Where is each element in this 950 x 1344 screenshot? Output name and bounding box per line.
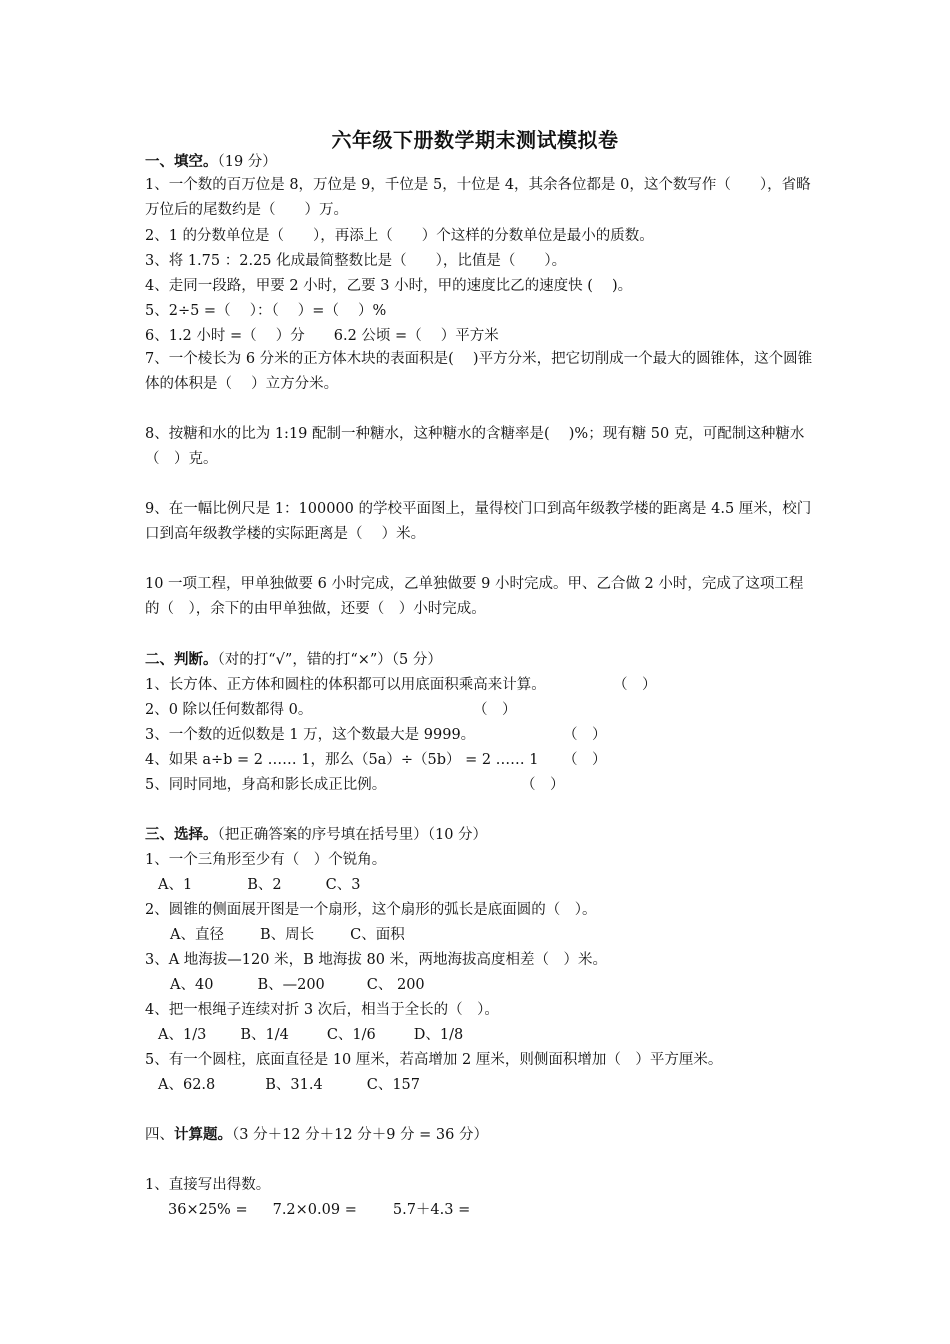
- question-1-1: 1、一个数的百万位是 8，万位是 9，千位是 5，十位是 4，其余各位都是 0，这个数写作（ ），省略万位后的尾数约是（ ）万。: [145, 177, 811, 218]
- option-b: B、1/4: [240, 1027, 289, 1043]
- section-number: 四、: [145, 1127, 174, 1143]
- question-3-2: 2、圆锥的侧面展开图是一个扇形，这个扇形的弧长是底面圆的（ ）。: [145, 902, 597, 918]
- question-2-1: [145, 675, 815, 695]
- option-a: A、1/3: [158, 1027, 207, 1043]
- answer-blank: （ ）: [613, 677, 657, 693]
- section-fill-blank-heading: [145, 152, 815, 172]
- option-b: B、2: [247, 877, 282, 893]
- options-3-2: [170, 925, 840, 945]
- option-c: C、3: [325, 877, 361, 893]
- option-a: A、直径: [170, 927, 224, 943]
- question-1-9: 9、在一幅比例尺是 1：100000 的学校平面图上，量得校门口到高年级教学楼的距离是 4.5 厘米，校门口到高年级教学楼的实际距离是（ ）米。: [145, 501, 812, 542]
- question-3-1: 1、一个三角形至少有（ ）个锐角。: [145, 852, 387, 868]
- calc-expression: 36×25% =: [168, 1202, 248, 1218]
- option-c: C、157: [366, 1077, 420, 1093]
- question-1-5: 5、2÷5 =（ ）：（ ）=（ ）%: [145, 303, 387, 319]
- options-3-5: [158, 1075, 828, 1095]
- question-2-2: [145, 700, 815, 720]
- options-3-1: [158, 875, 828, 895]
- question-text: 5、同时同地，身高和影长成正比例。: [145, 777, 387, 793]
- calc-expression: 5.7＋4.3 =: [392, 1202, 471, 1218]
- question-2-5: [145, 775, 815, 795]
- question-3-4: 4、把一根绳子连续对折 3 次后，相当于全长的（ ）。: [145, 1002, 499, 1018]
- question-1-8: 8、按糖和水的比为 1:19 配制一种糖水，这种糖水的含糖率是( )%；现有糖 50 克，可配制这种糖水（ ）克。: [145, 426, 805, 467]
- options-3-3: [170, 975, 840, 995]
- calc-expression: 7.2×0.09 =: [272, 1202, 357, 1218]
- question-1-10: 10 一项工程，甲单独做要 6 小时完成，乙单独做要 9 小时完成。甲、乙合做 2 小时，完成了这项工程的（ ），余下的由甲单独做，还要（ ）小时完成。: [145, 576, 804, 617]
- question-2-3: [145, 725, 815, 745]
- question-text: 2、0 除以任何数都得 0。: [145, 702, 313, 718]
- option-b: B、31.4: [265, 1077, 323, 1093]
- option-c: C、1/6: [326, 1027, 376, 1043]
- section-score: （把正确答案的序号填在括号里）（10 分）: [217, 827, 488, 843]
- option-a: A、1: [158, 877, 193, 893]
- section-score: （3 分＋12 分＋12 分＋9 分 = 36 分）: [232, 1127, 488, 1143]
- question-text: 3、一个数的近似数是 1 万，这个数最大是 9999。: [145, 727, 476, 743]
- section-title: 一、填空。: [145, 153, 218, 170]
- section-title: 三、选择。: [145, 826, 218, 843]
- section-score: （19 分）: [217, 154, 277, 170]
- options-3-4: [158, 1025, 828, 1045]
- option-c: C、 200: [366, 977, 425, 993]
- answer-blank: （ ）: [521, 777, 565, 793]
- answer-blank: （ ）: [563, 727, 607, 743]
- section-judge-heading: [145, 650, 815, 670]
- question-1-3: 3、将 1.75 ：2.25 化成最简整数比是（ ），比值是（ ）。: [145, 253, 567, 269]
- option-a: A、40: [170, 977, 214, 993]
- section-calc-heading: [145, 1125, 815, 1145]
- answer-blank: （ ）: [563, 752, 607, 768]
- question-1-6: 6、1.2 小时 =（ ）分 6.2 公顷 =（ ）平方米: [145, 328, 499, 344]
- calc-row-1: [168, 1200, 838, 1220]
- section-score: （对的打“√”，错的打“×”）（5 分）: [217, 652, 442, 668]
- question-text: 1、长方体、正方体和圆柱的体积都可以用底面积乘高来计算。: [145, 677, 546, 693]
- section-title: 计算题。: [174, 1126, 232, 1143]
- option-b: B、周长: [259, 927, 315, 943]
- question-3-5: 5、有一个圆柱，底面直径是 10 厘米，若高增加 2 厘米，则侧面积增加（ ）平方厘米。: [145, 1052, 723, 1068]
- page-title: 六年级下册数学期末测试模拟卷: [331, 128, 619, 152]
- option-c: C、面积: [350, 927, 405, 943]
- question-1-7: 7、一个棱长为 6 分米的正方体木块的表面积是( )平方分米，把它切削成一个最大的圆锥体，这个圆锥体的体积是（ ）立方分米。: [145, 351, 813, 392]
- question-4-1: 1、直接写出得数。: [145, 1177, 271, 1193]
- option-a: A、62.8: [158, 1077, 216, 1093]
- question-1-4: 4、走同一段路，甲要 2 小时，乙要 3 小时，甲的速度比乙的速度快 ( )。: [145, 278, 633, 294]
- question-3-3: 3、A 地海拔—120 米，B 地海拔 80 米，两地海拔高度相差（ ）米。: [145, 952, 608, 968]
- option-d: D、1/8: [413, 1027, 464, 1043]
- option-b: B、—200: [257, 977, 325, 993]
- answer-blank: （ ）: [473, 702, 517, 718]
- question-1-2: 2、1 的分数单位是（ ），再添上（ ）个这样的分数单位是最小的质数。: [145, 228, 654, 244]
- question-text: 4、如果 a÷b = 2 …… 1，那么（5a）÷（5b） = 2 …… 1: [145, 752, 539, 768]
- section-title: 二、判断。: [145, 651, 218, 668]
- section-choice-heading: [145, 825, 815, 845]
- question-2-4: [145, 750, 815, 770]
